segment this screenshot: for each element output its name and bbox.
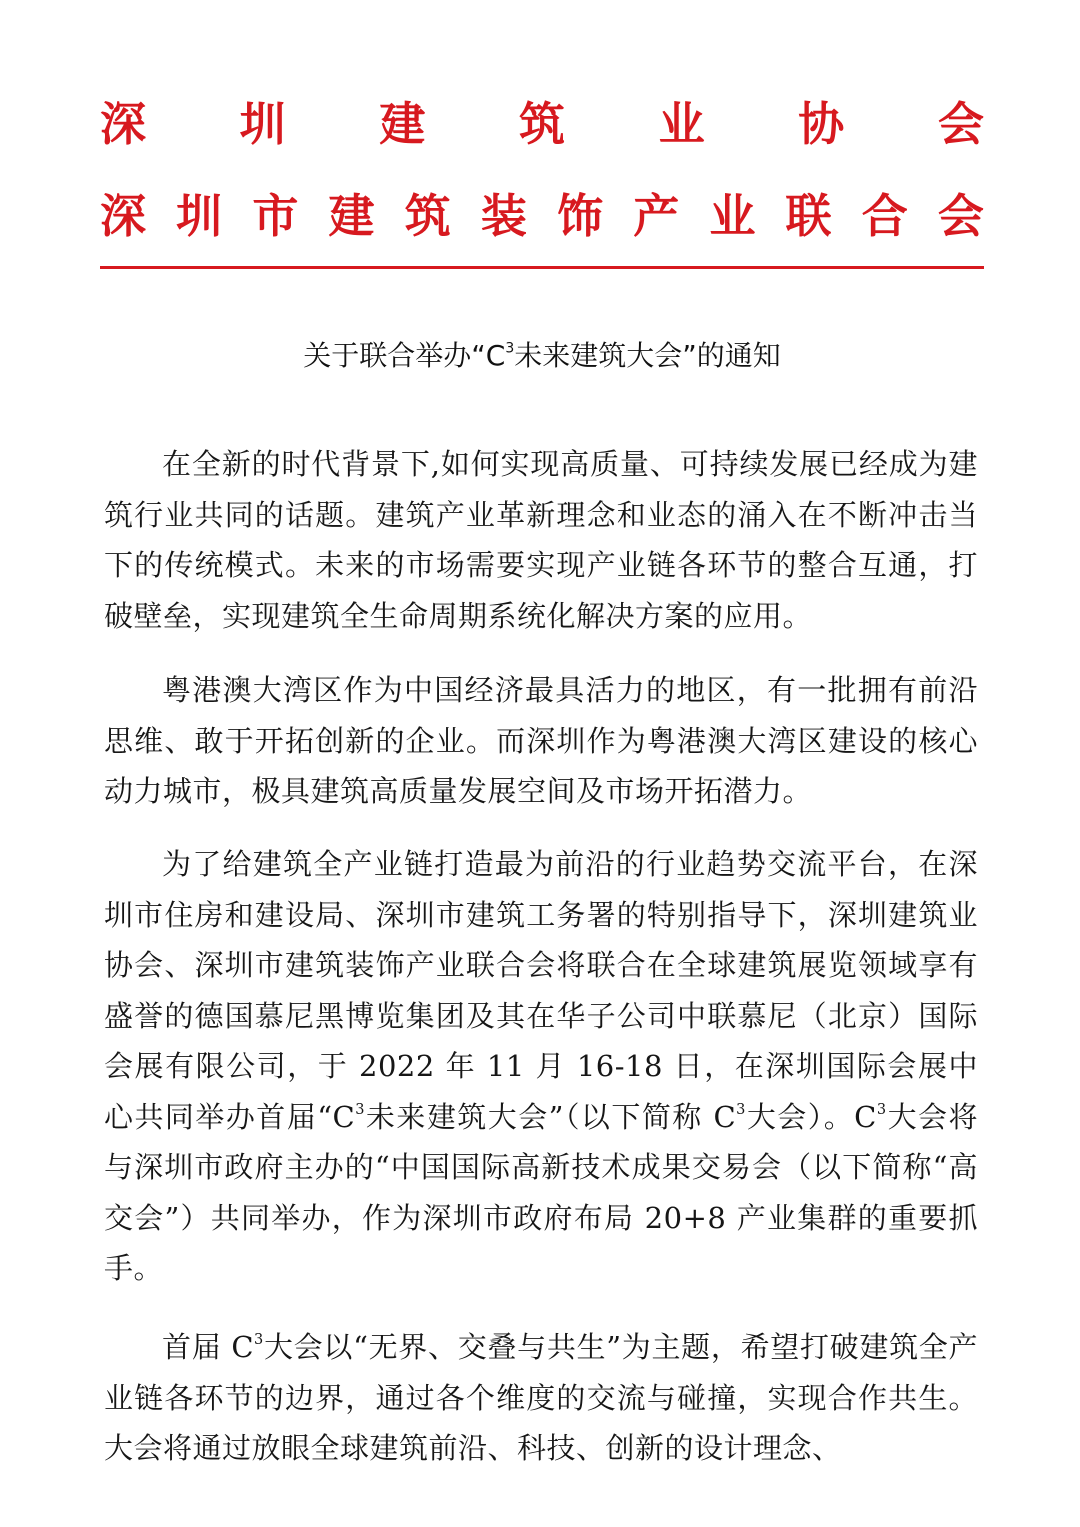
letterhead-character: 筑 bbox=[518, 97, 565, 151]
letterhead-character: 圳 bbox=[239, 97, 286, 151]
document-title bbox=[100, 332, 984, 380]
paragraph-3 bbox=[104, 839, 978, 1294]
letterhead-character: 装 bbox=[480, 189, 527, 243]
letterhead-character: 深 bbox=[100, 189, 146, 243]
letterhead-character: 市 bbox=[252, 189, 299, 243]
paragraph-3-text: 未来建筑大会”（以下简称 C bbox=[364, 1099, 737, 1134]
org-name-shenzhen-construction-industry-association bbox=[100, 88, 984, 160]
letterhead-character: 会 bbox=[937, 97, 984, 151]
superscript-3: 3 bbox=[736, 1101, 746, 1118]
letterhead bbox=[100, 88, 984, 252]
title-text-after: 未来建筑大会”的通知 bbox=[514, 339, 781, 372]
letterhead-character: 合 bbox=[861, 189, 908, 243]
paragraph-4 bbox=[104, 1322, 978, 1474]
letterhead-character: 业 bbox=[709, 189, 756, 243]
letterhead-character: 筑 bbox=[404, 189, 451, 243]
letterhead-character: 业 bbox=[658, 97, 705, 151]
paragraph-3-text: 为了给建筑全产业链打造最为前沿的行业趋势交流平台，在深圳市住房和建设局、深圳市建筑工务署的特别指导下，深圳建筑业协会、深圳市建筑装饰产业联合会将联合在全球建筑展览领域享有盛誉的德国慕尼黑博览集团及其在华子公司中联慕尼（北京）国际会展有限公司，于 2022 年 11 月 16-18 日，在深圳国际会展中心共同举办首届“C bbox=[104, 847, 978, 1134]
letterhead-character: 会 bbox=[937, 189, 984, 243]
superscript-3: 3 bbox=[254, 1331, 264, 1348]
letterhead-character: 圳 bbox=[176, 189, 223, 243]
superscript-3: 3 bbox=[355, 1101, 365, 1118]
letterhead-divider bbox=[100, 266, 984, 269]
title-superscript: 3 bbox=[505, 340, 515, 357]
paragraph-2: 粤港澳大湾区作为中国经济最具活力的地区，有一批拥有前沿思维、敢于开拓创新的企业。而深圳作为粤港澳大湾区建设的核心动力城市，极具建筑高质量发展空间及市场开拓潜力。 bbox=[104, 673, 978, 808]
title-text-before: 关于联合举办“C bbox=[303, 339, 506, 372]
letterhead-character: 产 bbox=[633, 189, 680, 243]
letterhead-character: 饰 bbox=[557, 189, 604, 243]
letterhead-character: 深 bbox=[100, 97, 146, 151]
paragraph-4-text: 首届 C bbox=[162, 1330, 255, 1364]
letterhead-character: 联 bbox=[785, 189, 832, 243]
letterhead-character: 建 bbox=[379, 97, 426, 151]
superscript-3: 3 bbox=[876, 1101, 887, 1118]
org-name-shenzhen-decoration-industry-federation bbox=[100, 180, 984, 252]
paragraph-3-text: 大会将与深圳市政府主办的“中国国际高新技术成果交易会（以下简称“高交会”）共同举办，作为深圳市政府布局 20+8 产业集群的重要抓手。 bbox=[104, 1099, 978, 1285]
paragraph-3-text: 大会）。C bbox=[745, 1099, 877, 1134]
paragraph-4-text: 大会以“无界、交叠与共生”为主题，希望打破建筑全产业链各环节的边界，通过各个维度的交流与碰撞，实现合作共生。大会将通过放眼全球建筑前沿、科技、创新的设计理念、 bbox=[104, 1330, 978, 1465]
paragraph-1: 在全新的时代背景下,如何实现高质量、可持续发展已经成为建筑行业共同的话题。建筑产业革新理念和业态的涌入在不断冲击当下的传统模式。未来的市场需要实现产业链各环节的整合互通，打破壁垒，实现建筑全生命周期系统化解决方案的应用。 bbox=[104, 447, 978, 633]
letterhead-character: 协 bbox=[798, 97, 845, 151]
letterhead-character: 建 bbox=[328, 189, 375, 243]
